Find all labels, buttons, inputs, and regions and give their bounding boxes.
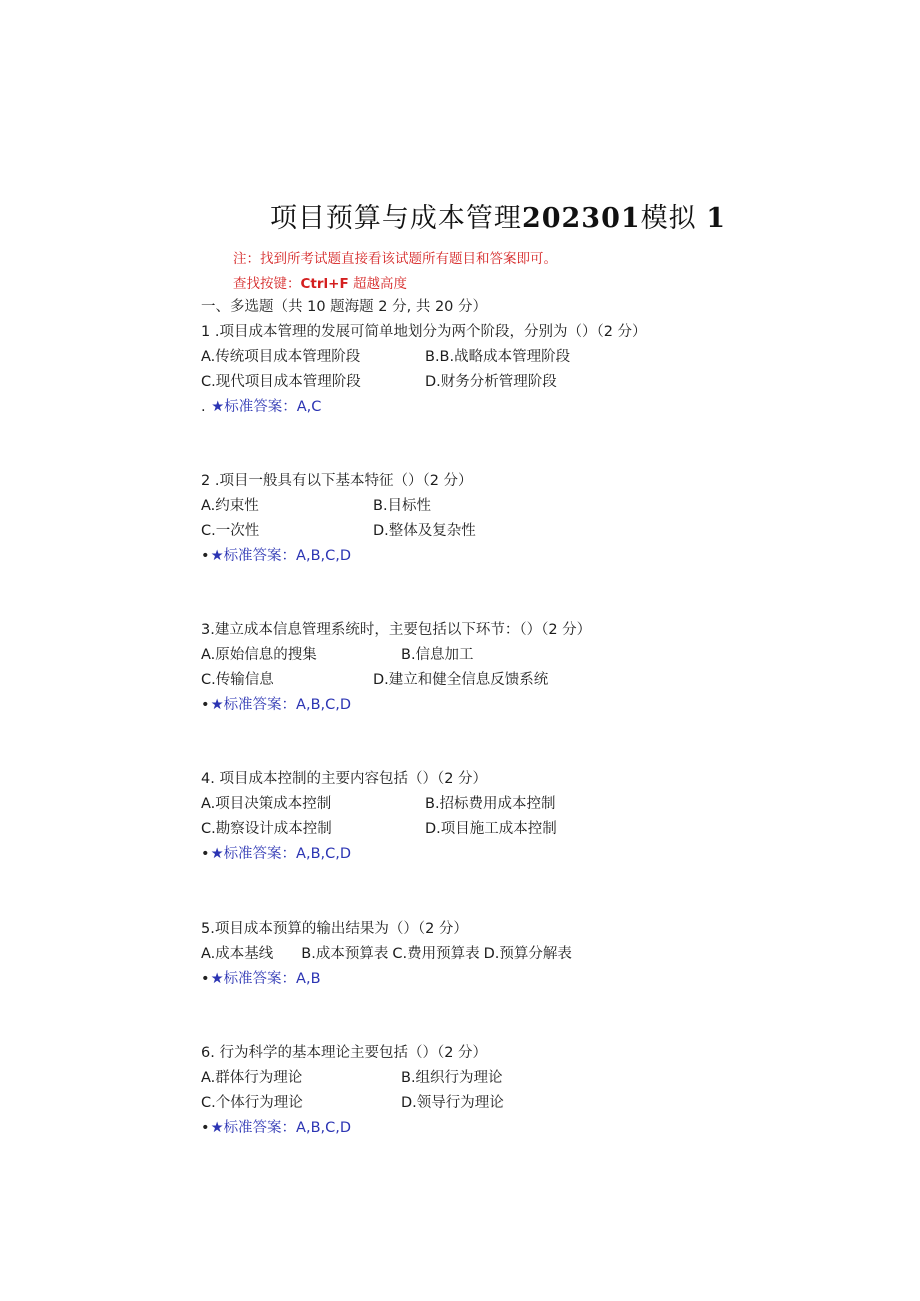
option-row (201, 1066, 841, 1091)
option-b: B.招标费用成本控制 (425, 796, 556, 812)
option-row (201, 370, 841, 395)
option-c: C.个体行为理论 (201, 1095, 303, 1111)
title-text: 项目预算与成本管理 (269, 203, 522, 234)
title-suffix: 模拟 (640, 203, 697, 234)
option-c: C.传输信息 (201, 672, 274, 688)
option-d: D.预算分解表 (483, 946, 572, 962)
question-stem: 1 .项目成本管理的发展可简单地划分为两个阶段，分别为（）（2 分） (201, 324, 647, 340)
option-b: B.组织行为理论 (401, 1070, 503, 1086)
star-icon: ★ (210, 548, 224, 564)
title-number: 202301 (521, 203, 641, 234)
option-a: A.传统项目成本管理阶段 (201, 349, 361, 365)
title-index: 1 (706, 203, 727, 234)
option-c: C.费用预算表 (392, 946, 480, 962)
option-d: D.项目施工成本控制 (425, 821, 557, 837)
star-icon: ★ (211, 399, 225, 415)
question-3 (201, 618, 841, 718)
answer-bullet: • (201, 548, 210, 564)
standard-answer (201, 967, 841, 992)
option-row (201, 668, 841, 693)
option-d: D.建立和健全信息反馈系统 (373, 672, 549, 688)
question-5 (201, 917, 841, 992)
option-a: A.项目决策成本控制 (201, 796, 332, 812)
answer-text: 标准答案：A,B,C,D (223, 1120, 352, 1136)
standard-answer (201, 1116, 841, 1141)
star-icon: ★ (210, 697, 224, 713)
option-a: A.原始信息的搜集 (201, 647, 317, 663)
answer-text: 标准答案：A,B,C,D (223, 697, 352, 713)
question-stem: 5.项目成本预算的输出结果为（）（2 分） (201, 921, 468, 937)
question-stem: 2 .项目一般具有以下基本特征（）（2 分） (201, 473, 473, 489)
option-d: D.领导行为理论 (401, 1095, 504, 1111)
standard-answer (201, 395, 841, 420)
option-d: D.财务分析管理阶段 (425, 374, 557, 390)
question-stem: 4. 项目成本控制的主要内容包括（）（2 分） (201, 771, 488, 787)
section-heading: 一、多选题（共 10 题海题 2 分, 共 20 分） (201, 299, 487, 315)
option-row (201, 643, 841, 668)
question-stem: 6. 行为科学的基本理论主要包括（）（2 分） (201, 1045, 488, 1061)
answer-bullet: • (201, 1120, 210, 1136)
star-icon: ★ (210, 971, 224, 987)
option-a: A.成本基线 (201, 946, 274, 962)
answer-text: 标准答案：A,B,C,D (223, 846, 352, 862)
star-icon: ★ (210, 846, 224, 862)
option-row (201, 817, 841, 842)
answer-bullet: • (201, 971, 210, 987)
search-key-prefix: 查找按键： (233, 276, 301, 292)
star-icon: ★ (210, 1120, 224, 1136)
question-6 (201, 1041, 841, 1141)
option-row (201, 345, 841, 370)
search-note: 注：找到所考试题直接看该试题所有题目和答案即可。 (233, 251, 557, 267)
option-row (201, 792, 841, 817)
standard-answer (201, 544, 841, 569)
option-c: C.现代项目成本管理阶段 (201, 374, 361, 390)
question-1 (201, 320, 841, 420)
document-title (0, 196, 920, 235)
question-4 (201, 767, 841, 867)
standard-answer (201, 693, 841, 718)
option-d: D.整体及复杂性 (373, 523, 476, 539)
standard-answer (201, 842, 841, 867)
answer-bullet: • (201, 846, 210, 862)
option-a: A.约束性 (201, 498, 259, 514)
answer-bullet: • (201, 697, 210, 713)
option-b: B.成本预算表 (301, 946, 389, 962)
search-key-note (233, 272, 407, 292)
question-2 (201, 469, 841, 569)
option-row (201, 519, 841, 544)
answer-text: 标准答案：A,B,C,D (223, 548, 352, 564)
option-c: C.一次性 (201, 523, 260, 539)
answer-text: 标准答案：A,C (224, 399, 322, 415)
option-b: B.B.战略成本管理阶段 (425, 349, 571, 365)
answer-text: 标准答案：A,B (223, 971, 321, 987)
option-row (201, 494, 841, 519)
option-row (201, 1091, 841, 1116)
search-key-suffix: 超越高度 (352, 276, 407, 292)
answer-bullet: . (201, 399, 206, 415)
option-b: B.目标性 (373, 498, 432, 514)
option-row (201, 942, 841, 967)
option-a: A.群体行为理论 (201, 1070, 303, 1086)
search-key-combo: Ctrl+F (300, 276, 349, 292)
option-b: B.信息加工 (401, 647, 474, 663)
question-stem: 3.建立成本信息管理系统时，主要包括以下环节：（）（2 分） (201, 622, 592, 638)
option-c: C.勘察设计成本控制 (201, 821, 332, 837)
